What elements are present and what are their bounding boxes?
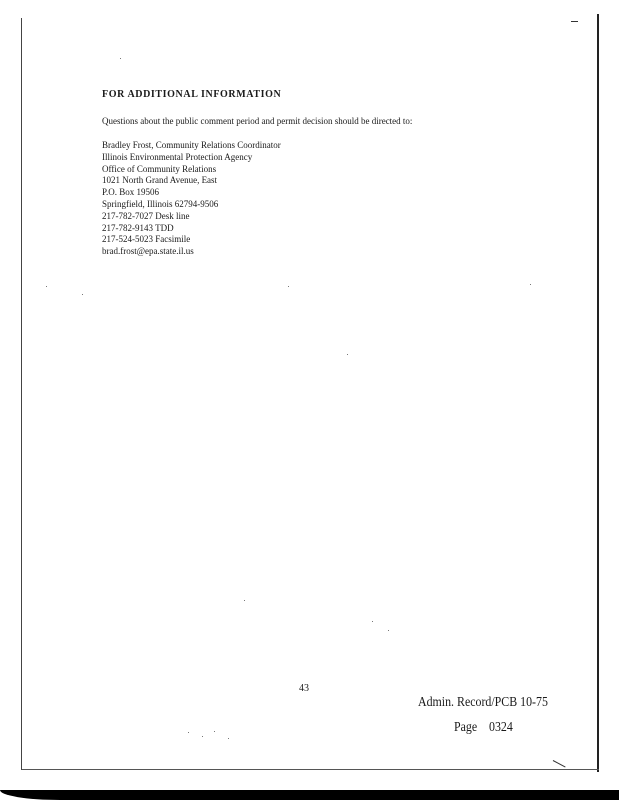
scan-frame-left <box>21 18 22 770</box>
scan-speck <box>530 284 531 285</box>
scan-speck <box>288 286 289 287</box>
scan-speck <box>120 58 121 59</box>
scan-speck <box>188 732 189 733</box>
page-stamp-label: Page <box>454 720 478 735</box>
scan-speck <box>214 731 215 732</box>
scan-frame-right <box>597 14 599 772</box>
contact-name-line: Bradley Frost, Community Relations Coordinator <box>102 140 281 150</box>
contact-fax-line: 217-524-5023 Facsimile <box>102 234 191 245</box>
scan-speck <box>202 736 203 737</box>
intro-text: Questions about the public comment period and permit decision should be directed to: <box>102 116 413 126</box>
contact-block <box>102 140 281 258</box>
scan-speck <box>388 630 389 631</box>
contact-office-line: Office of Community Relations <box>102 163 217 174</box>
scan-speck <box>244 600 245 601</box>
contact-pobox-line: P.O. Box 19506 <box>102 187 160 198</box>
contact-phone-line: 217-782-7027 Desk line <box>102 210 190 221</box>
corner-mark <box>571 21 578 22</box>
page-number: 43 <box>299 683 309 694</box>
page-stamp-value: 0324 <box>489 720 513 735</box>
scan-speck <box>347 354 348 355</box>
contact-tdd-line: 217-782-9143 TDD <box>102 222 174 233</box>
scan-edge-bar <box>0 790 619 800</box>
contact-email-line: brad.frost@epa.state.il.us <box>102 246 194 257</box>
scan-speck <box>82 294 83 295</box>
slash-mark <box>553 760 566 767</box>
page-stamp <box>454 720 513 736</box>
scan-frame-bottom <box>22 769 599 770</box>
contact-street-line: 1021 North Grand Avenue, East <box>102 175 218 186</box>
admin-record-stamp: Admin. Record/PCB 10-75 <box>418 695 548 710</box>
scan-speck <box>228 738 229 739</box>
section-heading: FOR ADDITIONAL INFORMATION <box>102 89 282 100</box>
scan-speck <box>46 286 47 287</box>
contact-city-line: Springfield, Illinois 62794-9506 <box>102 198 219 209</box>
scan-speck <box>372 621 373 622</box>
contact-agency-line: Illinois Environmental Protection Agency <box>102 151 253 162</box>
